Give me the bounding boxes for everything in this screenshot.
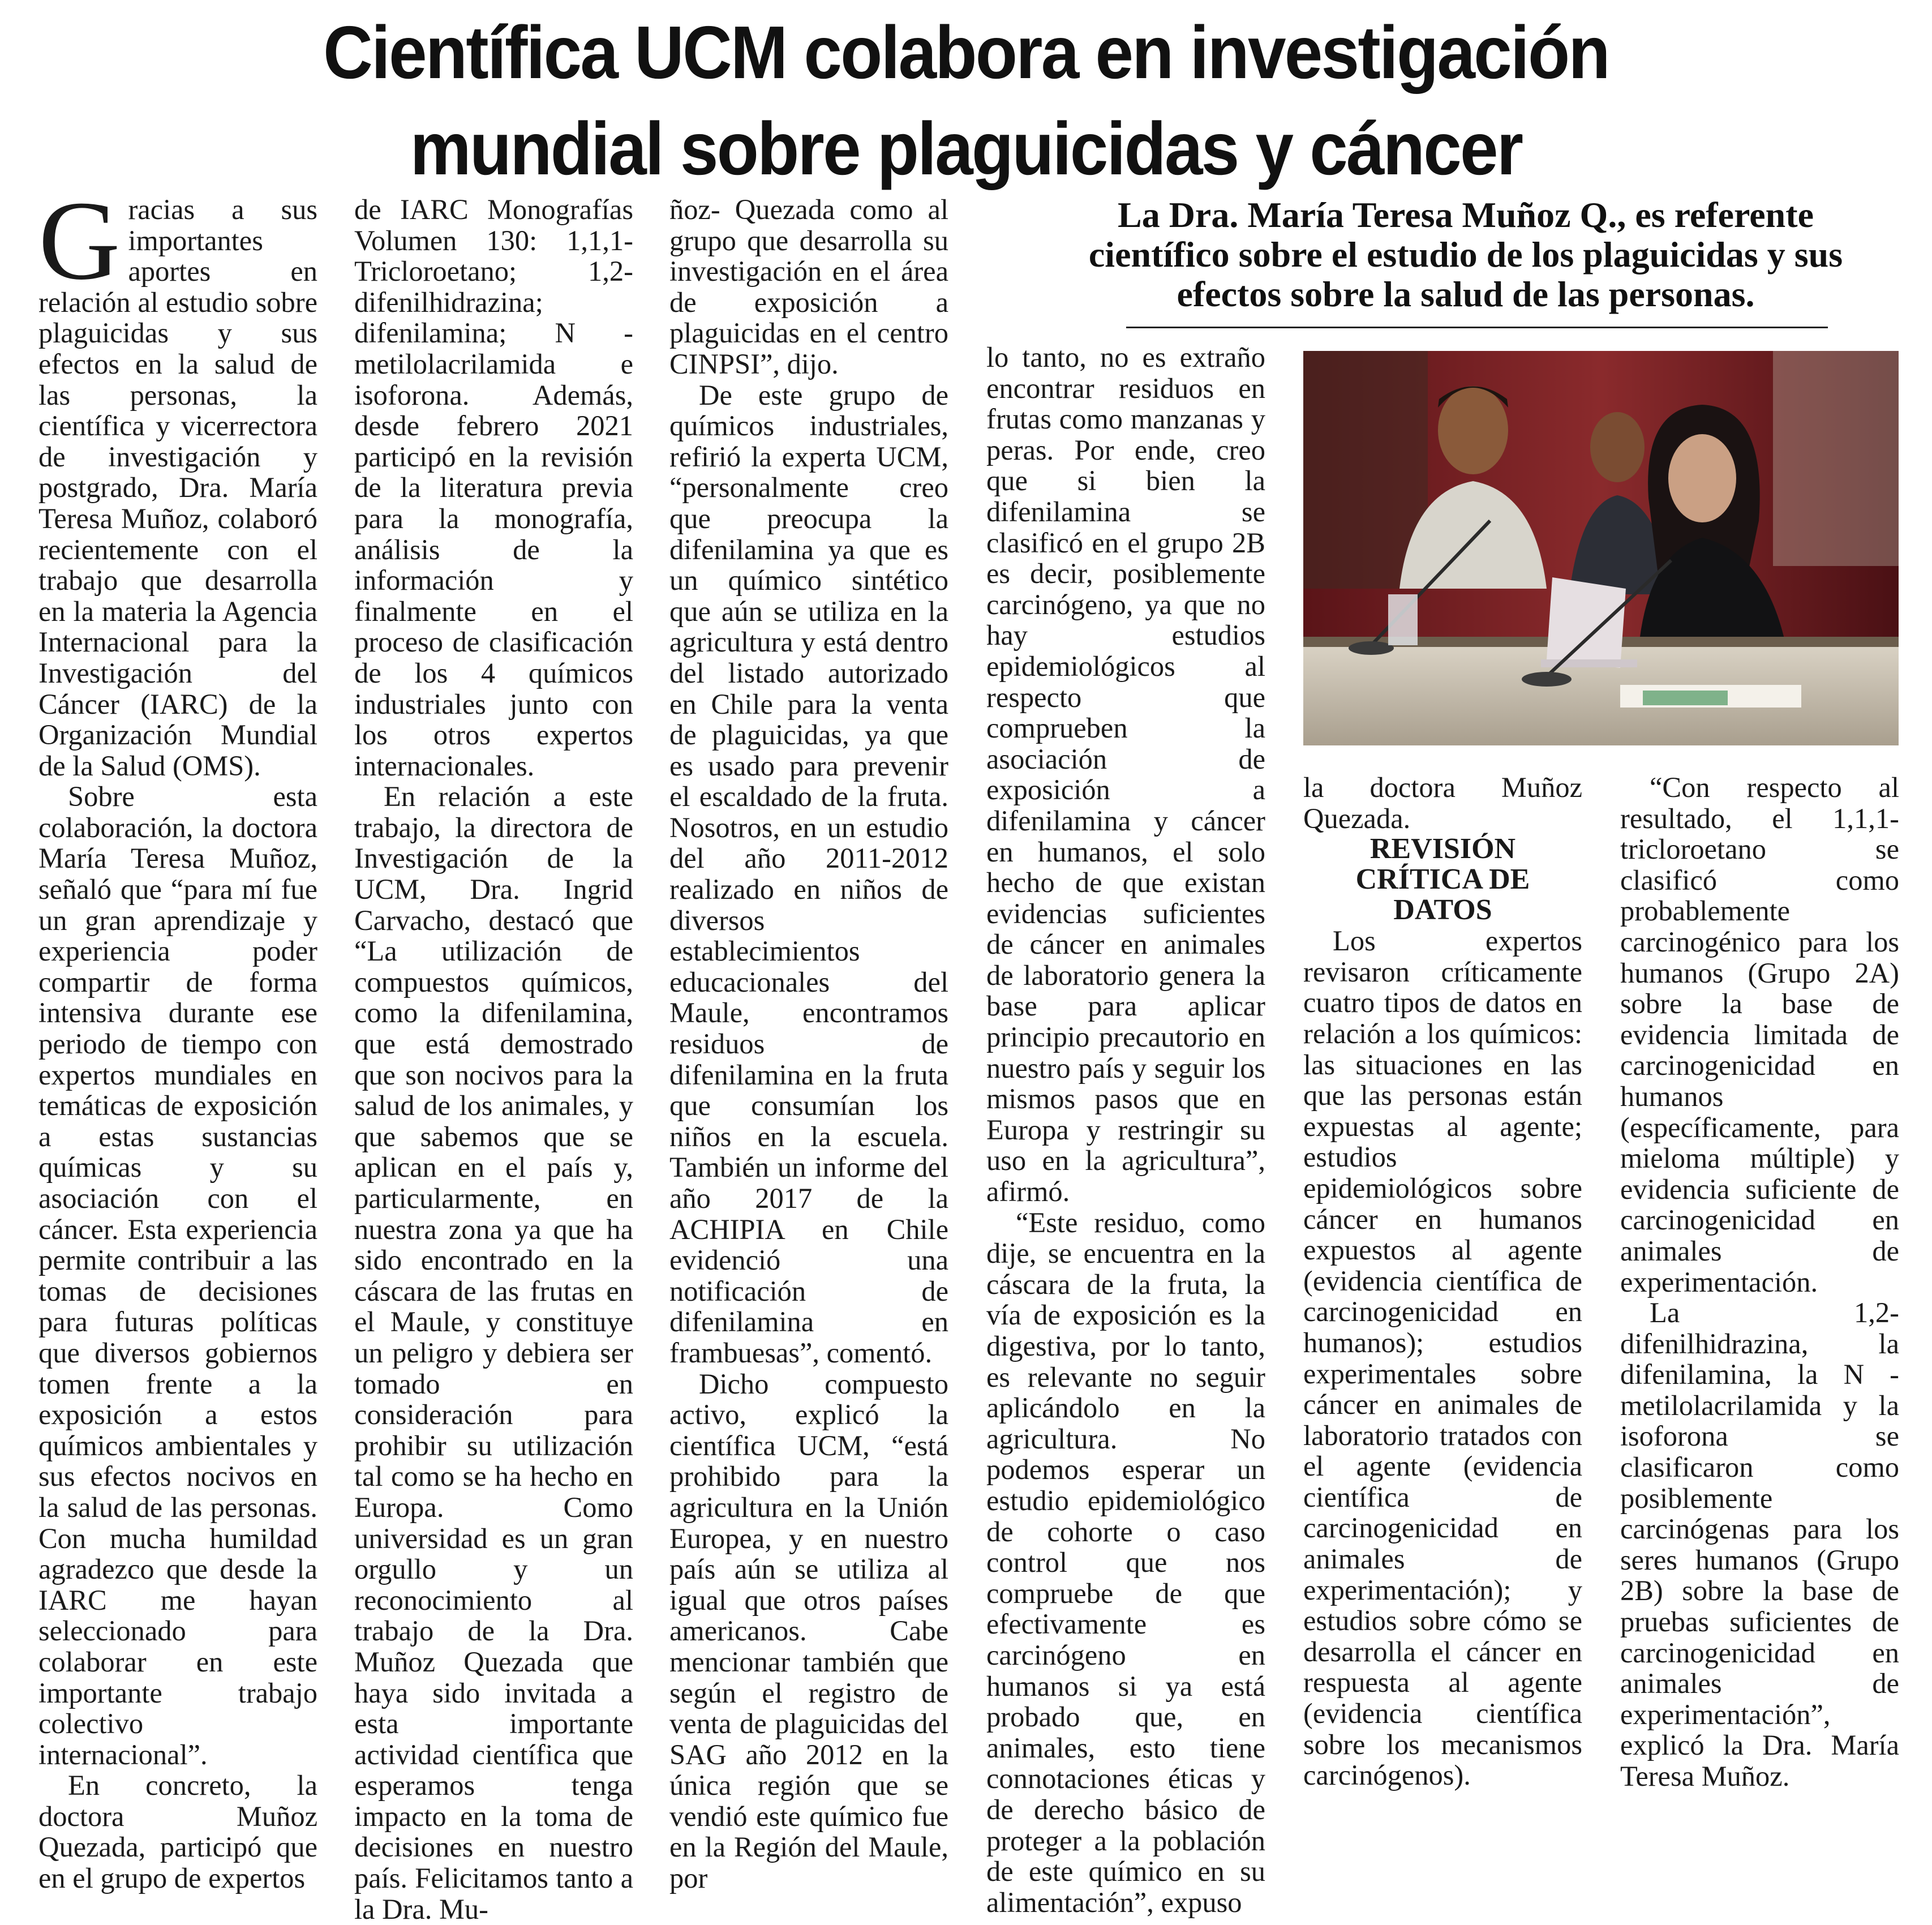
headline-line-1: Científica UCM colabora en investigación bbox=[323, 11, 1609, 94]
article-column-5 bbox=[1303, 772, 1582, 1791]
column-2-paragraph-2: En relación a este trabajo, la directora de Investigación de la UCM, Dra. Ingrid Carvacho, destacó que “La utilización de compuestos químicos, como la difenilamina, que está demostrado que son nocivos para la salud de los animales, y que sabemos que se aplican en el país y, particularmente, en nuestra zona ya que ha sido encontrado en la cáscara de las frutas en el Maule, y constituye un peligro y debiera ser tomado en consideración para prohibir su utilización tal como se ha hecho en Europa. Como universidad es un gran orgullo y un reconocimiento al trabajo de la Dra. Muñoz Quezada que haya sido invitada a esta importante actividad científica que esperamos tenga impacto en la toma de decisiones en nuestro país. Felicitamos tanto a la Dra. Mu- bbox=[354, 781, 633, 1925]
column-2-paragraph-1: de IARC Monografías Volumen 130: 1,1,1-Tricloroetano; 1,2-difenilhidrazina; difenilamina; N -metilolacrilamida e isoforona. Además, desde febrero 2021 participó en la revisión de la literatura previa para la monografía, análisis de la información y finalmente en el proceso de clasificación de los 4 químicos industriales junto con los otros expertos internacionales. bbox=[354, 194, 633, 782]
column-4-paragraph-1: lo tanto, no es extraño encontrar residuos en frutas como manzanas y peras. Por ende, creo que si bien la difenilamina se clasificó en el grupo 2B es decir, posiblemente carcinógeno, ya que no hay estudios epidemiológicos al respecto que comprueben la asociación de exposición a difenilamina y cáncer en humanos, el solo hecho de que existan evidencias suficientes de cáncer en animales de laboratorio genera la base para aplicar principio precautorio en nuestro país y seguir los mismos pasos que en Europa y restringir su uso en la agricultura”, afirmó. bbox=[986, 341, 1265, 1208]
photo-illustration bbox=[1303, 351, 1899, 745]
article-column-1 bbox=[38, 178, 317, 1894]
headline bbox=[78, 5, 1855, 197]
column-4-paragraph-2: “Este residuo, como dije, se encuentra en la cáscara de la fruta, la vía de exposición es la digestiva, por lo tanto, es relevante no seguir aplicándolo en la agricultura. No podemos esperar un estudio epidemiológico de cohorte o caso control que nos compruebe de que efectivamente es carcinógeno en humanos si ya está probado que, en animales, esto tiene connotaciones éticas y de derecho básico de proteger a la población de este químico en su alimentación”, expuso bbox=[986, 1206, 1265, 1918]
article-photo bbox=[1303, 351, 1899, 745]
article-column-6 bbox=[1620, 772, 1899, 1792]
article-column-2 bbox=[354, 194, 633, 1924]
article-column-3 bbox=[669, 194, 948, 1894]
column-5-paragraph-1: la doctora Muñoz Quezada. bbox=[1303, 771, 1582, 834]
column-3-paragraph-1: ñoz- Quezada como al grupo que desarrolla su investigación en el área de exposición a plaguicidas en el centro CINPSI”, dijo. bbox=[669, 194, 948, 380]
column-1-paragraph-2: Sobre esta colaboración, la doctora María Teresa Muñoz, señaló que “para mí fue un gran aprendizaje y experiencia poder compartir de forma intensiva durante ese periodo de tiempo con expertos mundiales en temáticas de exposición a estas sustancias químicas y su asociación con el cáncer. Esta experiencia permite contribuir a las tomas de decisiones para futuras políticas que diversos gobiernos tomen frente a la exposición a estos químicos ambientales y sus efectos nocivos en la salud de las personas. Con mucha humildad agradezco que desde la IARC me hayan seleccionado para colaborar en este importante trabajo colectivo internacional”. bbox=[38, 781, 317, 1770]
column-1-paragraph-3: En concreto, la doctora Muñoz Quezada, participó que en el grupo de expertos bbox=[38, 1769, 317, 1894]
subhead: La Dra. María Teresa Muñoz Q., es referente científico sobre el estudio de los plaguicidas y sus efectos sobre la salud de las personas. bbox=[1088, 195, 1843, 314]
headline-line-2: mundial sobre plaguicidas y cáncer bbox=[410, 107, 1522, 190]
article-column-4 bbox=[986, 342, 1265, 1918]
column-3-paragraph-3: Dicho compuesto activo, explicó la científica UCM, “está prohibido para la agricultura en la Unión Europea, y en nuestro país aún se utiliza al igual que otros países americanos. Cabe mencionar también que según el registro de venta de plaguicidas del SAG año 2012 en la única región que se vendió este químico fue en la Región del Maule, por bbox=[669, 1367, 948, 1894]
drop-cap: G bbox=[38, 178, 121, 303]
column-3-paragraph-2: De este grupo de químicos industriales, refirió la experta UCM, “personalmente creo que preocupa la difenilamina ya que es un químico sintético que aún se utiliza en la agricultura y está dentro del listado autorizado en Chile para la venta de plaguicidas, ya que es usado para prevenir el escaldado de la fruta. Nosotros, en un estudio del año 2011-2012 realizado en niños de diversos establecimientos educacionales del Maule, encontramos residuos de difenilamina en la fruta que consumían los niños en la escuela. También un informe del año 2017 de la ACHIPIA en Chile evidenció una notificación de difenilamina en frambuesas”, comentó. bbox=[669, 379, 948, 1369]
column-6-paragraph-1: “Con respecto al resultado, el 1,1,1-tricloroetano se clasificó como probablemente carcinogénico para los humanos (Grupo 2A) sobre la base de evidencia limitada de carcinogenicidad en humanos (específicamente, para mieloma múltiple) y evidencia suficiente de carcinogenicidad en animales de experimentación. bbox=[1620, 771, 1899, 1298]
subhead-rule bbox=[1126, 327, 1828, 328]
column-1-paragraph-1: Gracias a sus importantes aportes en relación al estudio sobre plaguicidas y sus efectos en la salud de las personas, la científica y vicerrectora de investigación y postgrado, Dra. María Teresa Muñoz, colaboró recientemente con el trabajo que desarrolla en la materia la Agencia Internacional para la Investigación del Cáncer (IARC) de la Organización Mundial de la Salud (OMS). bbox=[38, 178, 317, 782]
column-6-paragraph-2: La 1,2-difenilhidrazina, la difenilamina, la N -metilolacrilamida y la isoforona se clasificaron como posiblemente carcinógenas para los seres humanos (Grupo 2B) sobre la base de pruebas suficientes de carcinogenicidad en animales de experimentación”, explicó la Dra. María Teresa Muñoz. bbox=[1620, 1297, 1899, 1792]
section-title: REVISIÓN CRÍTICA DE DATOS bbox=[1355, 833, 1530, 927]
column-5-paragraph-2: Los expertos revisaron críticamente cuatro tipos de datos en relación a los químicos: las situaciones en las que las personas están expuestas al agente; estudios epidemiológicos sobre cáncer en humanos expuestos al agente (evidencia científica de carcinogenicidad en humanos); estudios experimentales sobre cáncer en animales de laboratorio tratados con el agente (evidencia científica de carcinogenicidad en animales de experimentación); y estudios sobre cómo se desarrolla el cáncer en respuesta al agente (evidencia científica sobre los mecanismos carcinógenos). bbox=[1303, 925, 1582, 1791]
